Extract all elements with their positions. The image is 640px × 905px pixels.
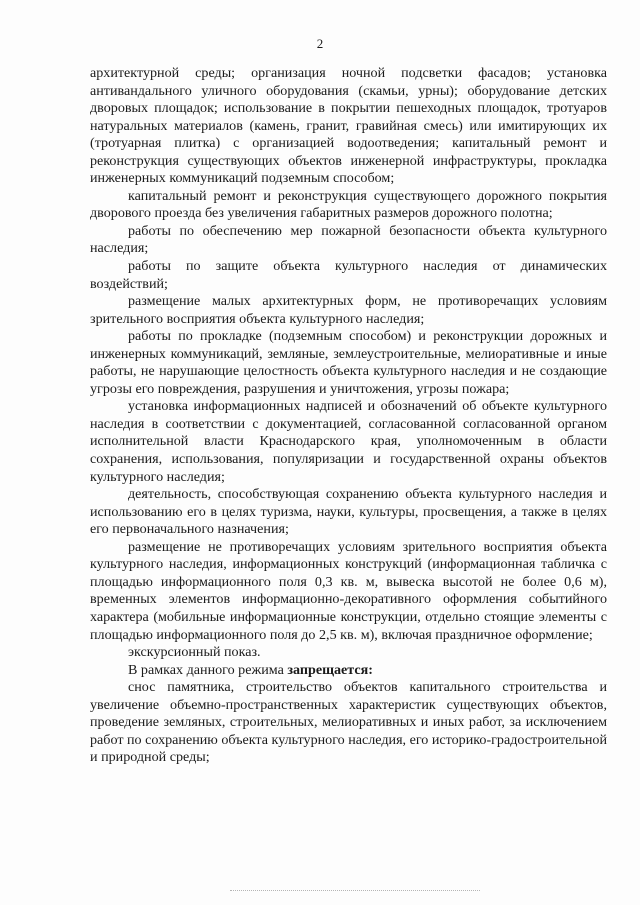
paragraph-communications: работы по прокладке (подземным способом) и реконструкции дорожных и инженерных коммуникаций, земляные, землеустроительные, мелиоративные и иные работы, не нарушающие целостность объекта культурного наследия и не создающие угрозы его повреждения, разрушения и уничтожения, угрозы пожара;: [90, 328, 607, 397]
paragraph-preservation-activity: деятельность, способствующая сохранению объекта культурного наследия и использованию его в целях туризма, науки, культуры, просвещения, а также в целях его первоначального назначения;: [90, 486, 607, 538]
document-body: [90, 65, 607, 767]
paragraph-information-structures: размещение не противоречащих условиям зрительного восприятия объекта культурного наследия, информационных конструкций (информационная табличка с площадью информационного поля 0,3 кв. м, вывеска высотой не более 0,6 м), временных элементов информационно-декоративного оформления событийного характера (мобильные информационные конструкции, отдельно стоящие элементы с площадью информационного поля до 2,5 кв. м), включая праздничное оформление;: [90, 538, 607, 643]
prohibited-keyword: запрещается:: [287, 661, 373, 678]
paragraph-demolition: снос памятника, строительство объектов капитального строительства и увеличение объемно-пространственных характеристик существующих объектов, проведение земляных, строительных, мелиоративных и иных работ, за исключением работ по сохранению объекта культурного наследия, его историко-градостроительной и природной среды;: [90, 679, 608, 766]
page-number: 2: [316, 36, 324, 51]
prohibited-intro: В рамках данного режима: [128, 661, 288, 678]
paragraph-fire-safety: работы по обеспечению мер пожарной безопасности объекта культурного наследия;: [90, 222, 607, 257]
prohibited-heading: [90, 662, 607, 680]
paragraph-road-repair: капитальный ремонт и реконструкция существующего дорожного покрытия дворового проезда без увеличения габаритных размеров дорожного полотна;: [90, 187, 607, 222]
paragraph-continued: архитектурной среды; организация ночной подсветки фасадов; установка антивандального уличного оборудования (скамьи, урны); оборудование детских дворовых площадок; использование в покрытии пешеходных площадок, тротуаров натуральных материалов (камень, гранит, гравийная смесь) или имитирующих их (тротуарная плитка) с организацией водоотведения; капитальный ремонт и реконструкция существующих объектов инженерной инфраструктуры, прокладка инженерных коммуникаций подземным способом;: [90, 65, 607, 187]
paragraph-information-signs: установка информационных надписей и обозначений об объекте культурного наследия в соответствии с документацией, согласованной согласованной органом исполнительной власти Краснодарского края, уполномоченным в области сохранения, использования, популяризации и государственной охраны объектов культурного наследия;: [90, 398, 607, 485]
scan-artifact-line: [230, 890, 480, 893]
paragraph-small-forms: размещение малых архитектурных форм, не противоречащих условиям зрительного восприятия объекта культурного наследия;: [90, 293, 607, 327]
paragraph-dynamic-protection: работы по защите объекта культурного наследия от динамических воздействий;: [90, 258, 607, 292]
paragraph-excursion: экскурсионный показ.: [128, 644, 261, 661]
